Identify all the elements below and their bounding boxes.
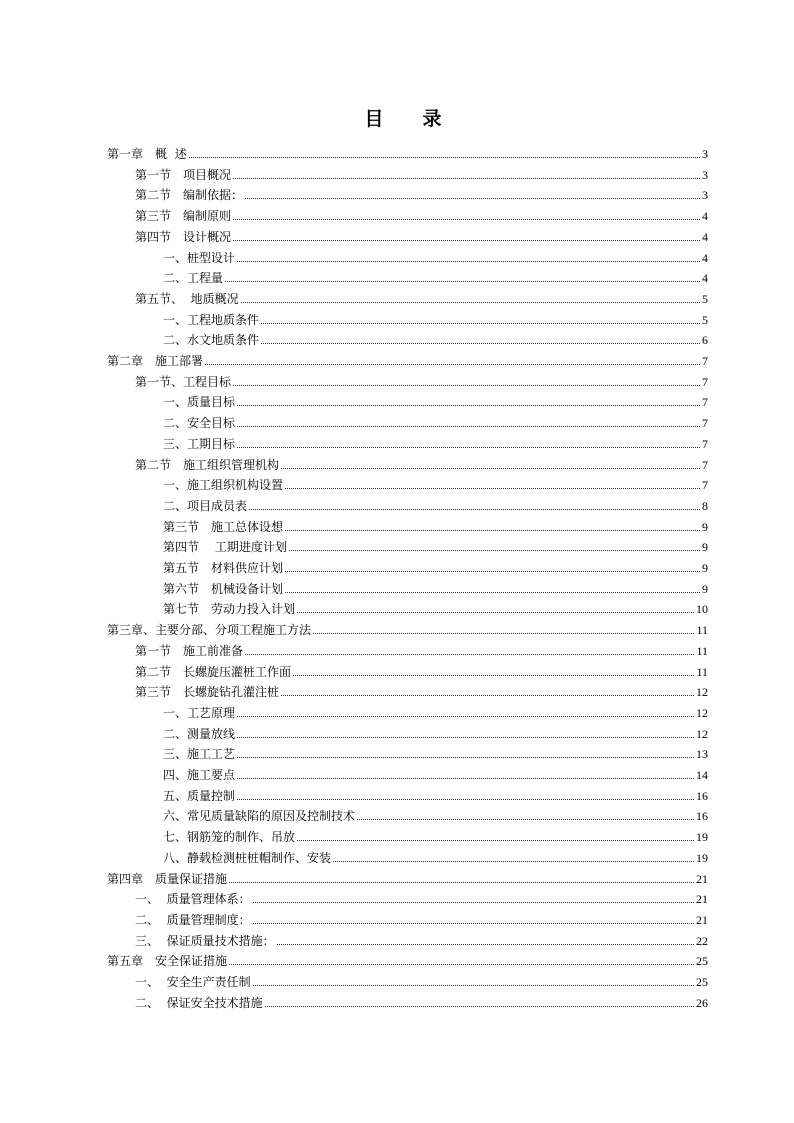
toc-entry[interactable] <box>107 948 708 968</box>
toc-entry-page-number: 9 <box>702 582 708 596</box>
toc-entry-label: 三、 保证质量技术措施： <box>135 934 275 948</box>
toc-entry[interactable] <box>135 203 708 223</box>
dot-leader <box>333 860 694 862</box>
toc-entry-label: 二、安全目标 <box>163 416 236 430</box>
toc-entry-page-number: 3 <box>702 168 708 182</box>
toc-entry[interactable] <box>163 845 708 865</box>
dot-leader <box>357 818 694 820</box>
toc-entry[interactable] <box>135 679 708 699</box>
toc-entry-page-number: 9 <box>702 540 708 554</box>
toc-entry-page-number: 10 <box>696 602 708 616</box>
toc-entry-page-number: 8 <box>702 499 708 513</box>
toc-entry-page-number: 7 <box>702 437 708 451</box>
dot-leader <box>297 839 694 841</box>
toc-entry-label: 八、静载检测桩桩帽制作、安装 <box>163 851 332 865</box>
toc-entry[interactable] <box>135 659 708 679</box>
toc-entry-label: 第四节 设计概况 <box>135 230 232 244</box>
dot-leader <box>285 487 700 489</box>
toc-entry[interactable] <box>135 990 708 1010</box>
toc-entry-label: 第二节 长螺旋压灌桩工作面 <box>135 665 292 679</box>
toc-entry-label: 一、工程地质条件 <box>163 313 260 327</box>
toc-entry-label: 第四节 工期进度计划 <box>163 540 287 554</box>
dot-leader <box>237 736 694 738</box>
toc-entry-label: 第三节 施工总体设想 <box>163 520 284 534</box>
toc-entry[interactable] <box>163 410 708 430</box>
toc-entry-page-number: 13 <box>696 747 708 761</box>
toc-entry[interactable] <box>135 928 708 948</box>
toc-entry-page-number: 12 <box>696 706 708 720</box>
toc-entry-label: 二、工程量 <box>163 271 224 285</box>
dot-leader <box>253 922 694 924</box>
toc-entry[interactable] <box>163 783 708 803</box>
toc-entry[interactable] <box>107 866 708 886</box>
toc-entry[interactable] <box>163 245 708 265</box>
toc-entry-label: 一、质量目标 <box>163 395 236 409</box>
toc-entry[interactable] <box>163 493 708 513</box>
toc-entry-label: 二、项目成员表 <box>163 499 248 513</box>
toc-entry-label: 二、 保证安全技术措施 <box>135 996 263 1010</box>
toc-entry-label: 第三章、主要分部、分项工程施工方法 <box>107 623 312 637</box>
toc-entry-label: 第三节 长螺旋钻孔灌注桩 <box>135 685 280 699</box>
toc-entry-page-number: 7 <box>702 416 708 430</box>
toc-entry-page-number: 16 <box>696 789 708 803</box>
dot-leader <box>237 446 700 448</box>
toc-entry[interactable] <box>163 741 708 761</box>
toc-entry[interactable] <box>163 762 708 782</box>
toc-entry-label: 四、施工要点 <box>163 768 236 782</box>
toc-entry-label: 第四章 质量保证措施 <box>107 872 228 886</box>
toc-entry-page-number: 16 <box>696 809 708 823</box>
toc-entry[interactable] <box>163 824 708 844</box>
toc-entry[interactable] <box>135 452 708 472</box>
toc-entry[interactable] <box>135 369 708 389</box>
dot-leader <box>237 756 694 758</box>
dot-leader <box>233 384 700 386</box>
dot-leader <box>237 798 694 800</box>
dot-leader <box>277 943 694 945</box>
toc-entry[interactable] <box>135 969 708 989</box>
toc-title: 目 录 <box>364 108 452 130</box>
dot-leader <box>253 901 694 903</box>
dot-leader <box>237 425 700 427</box>
toc-entry[interactable] <box>163 265 708 285</box>
toc-entry[interactable] <box>163 534 708 554</box>
toc-entry-page-number: 3 <box>702 188 708 202</box>
dot-leader <box>245 197 700 199</box>
dot-leader <box>297 611 694 613</box>
toc-entry-label: 第一节 项目概况 <box>135 168 232 182</box>
toc-entry-label: 第五章 安全保证措施 <box>107 954 228 968</box>
toc-entry-label: 六、常见质量缺陷的原因及控制技术 <box>163 809 356 823</box>
toc-entry[interactable] <box>135 638 708 658</box>
toc-entry-page-number: 7 <box>702 375 708 389</box>
toc-entry[interactable] <box>135 224 708 244</box>
toc-entry-page-number: 21 <box>696 913 708 927</box>
toc-entry-page-number: 25 <box>696 954 708 968</box>
toc-entry-page-number: 11 <box>696 644 708 658</box>
toc-entry-page-number: 4 <box>702 251 708 265</box>
toc-entry-page-number: 5 <box>702 313 708 327</box>
toc-entry-page-number: 7 <box>702 395 708 409</box>
toc-entry-label: 一、桩型设计 <box>163 251 236 265</box>
toc-entry[interactable] <box>163 389 708 409</box>
toc-entry-page-number: 21 <box>696 892 708 906</box>
dot-leader <box>205 363 700 365</box>
toc-entry-label: 第一章 概 述 <box>107 147 187 161</box>
toc-entry-page-number: 7 <box>702 458 708 472</box>
toc-entry[interactable] <box>163 514 708 534</box>
toc-entry-page-number: 3 <box>702 147 708 161</box>
toc-entry[interactable] <box>163 555 708 575</box>
toc-entry-label: 第七节 劳动力投入计划 <box>163 602 296 616</box>
dot-leader <box>229 881 694 883</box>
dot-leader <box>249 508 700 510</box>
toc-entry-label: 第二章 施工部署 <box>107 354 204 368</box>
dot-leader <box>241 301 700 303</box>
toc-entry-page-number: 25 <box>696 975 708 989</box>
toc-entry-label: 三、施工工艺 <box>163 747 236 761</box>
toc-entry[interactable] <box>163 596 708 616</box>
dot-leader <box>237 715 694 717</box>
toc-entry-page-number: 9 <box>702 561 708 575</box>
toc-entry-page-number: 11 <box>696 623 708 637</box>
toc-entry-page-number: 19 <box>696 830 708 844</box>
toc-entry[interactable] <box>163 576 708 596</box>
toc-entry-label: 第五节 材料供应计划 <box>163 561 284 575</box>
dot-leader <box>261 342 700 344</box>
toc-entry-label: 三、工期目标 <box>163 437 236 451</box>
dot-leader <box>281 694 694 696</box>
toc-entry[interactable] <box>107 348 708 368</box>
toc-entry-label: 第五节、 地质概况 <box>135 292 239 306</box>
dot-leader <box>265 1005 694 1007</box>
dot-leader <box>189 156 700 158</box>
toc-entry-label: 一、工艺原理 <box>163 706 236 720</box>
toc-entry[interactable] <box>163 721 708 741</box>
toc-entry[interactable] <box>135 886 708 906</box>
toc-entry-page-number: 12 <box>696 685 708 699</box>
toc-entry-label: 第一节、工程目标 <box>135 375 232 389</box>
dot-leader <box>293 674 694 676</box>
toc-entry[interactable] <box>107 617 708 637</box>
toc-entry-page-number: 7 <box>702 354 708 368</box>
toc-entry[interactable] <box>163 327 708 347</box>
toc-entry-label: 第三节 编制原则 <box>135 209 232 223</box>
dot-leader <box>285 529 700 531</box>
dot-leader <box>285 591 700 593</box>
toc-entry-label: 一、施工组织机构设置 <box>163 478 284 492</box>
toc-entry-page-number: 14 <box>696 768 708 782</box>
toc-entry-page-number: 7 <box>702 478 708 492</box>
dot-leader <box>261 322 700 324</box>
toc-entry-page-number: 21 <box>696 872 708 886</box>
toc-entry-label: 五、质量控制 <box>163 789 236 803</box>
dot-leader <box>245 653 694 655</box>
toc-entry-label: 一、 质量管理体系： <box>135 892 251 906</box>
toc-entry-label: 七、钢筋笼的制作、吊放 <box>163 830 296 844</box>
toc-entry-page-number: 19 <box>696 851 708 865</box>
toc-entry-label: 二、 质量管理制度： <box>135 913 251 927</box>
toc-entry[interactable] <box>135 907 708 927</box>
toc-entry-page-number: 4 <box>702 271 708 285</box>
dot-leader <box>229 963 694 965</box>
toc-entry-label: 第一节 施工前准备 <box>135 644 244 658</box>
toc-entry-label: 第二节 编制依据： <box>135 188 244 202</box>
toc-entry-page-number: 11 <box>696 665 708 679</box>
dot-leader <box>313 632 694 634</box>
toc-entry[interactable] <box>135 286 708 306</box>
toc-entry[interactable] <box>163 307 708 327</box>
toc-entry-page-number: 5 <box>702 292 708 306</box>
dot-leader <box>285 570 700 572</box>
toc-entry-label: 二、水文地质条件 <box>163 333 260 347</box>
toc-entry-label: 第二节 施工组织管理机构 <box>135 458 280 472</box>
toc-entry[interactable] <box>107 141 708 161</box>
toc-entry[interactable] <box>163 472 708 492</box>
toc-entry-page-number: 4 <box>702 230 708 244</box>
toc-entry-page-number: 6 <box>702 333 708 347</box>
dot-leader <box>237 404 700 406</box>
toc-entry[interactable] <box>135 162 708 182</box>
dot-leader <box>233 177 700 179</box>
toc-entry[interactable] <box>163 803 708 823</box>
toc-entry-label: 第六节 机械设备计划 <box>163 582 284 596</box>
dot-leader <box>237 260 700 262</box>
toc-entry-page-number: 12 <box>696 727 708 741</box>
toc-entry-page-number: 26 <box>696 996 708 1010</box>
dot-leader <box>233 218 700 220</box>
toc-entry-label: 一、 安全生产责任制 <box>135 975 251 989</box>
dot-leader <box>289 549 700 551</box>
toc-entry[interactable] <box>135 182 708 202</box>
toc-entry-page-number: 22 <box>696 934 708 948</box>
dot-leader <box>281 467 700 469</box>
toc-entry-page-number: 4 <box>702 209 708 223</box>
toc-entry[interactable] <box>163 431 708 451</box>
toc-entry-page-number: 9 <box>702 520 708 534</box>
dot-leader <box>237 777 694 779</box>
dot-leader <box>225 280 700 282</box>
toc-entry-label: 二、测量放线 <box>163 727 236 741</box>
dot-leader <box>253 984 694 986</box>
dot-leader <box>233 239 700 241</box>
toc-entry[interactable] <box>163 700 708 720</box>
